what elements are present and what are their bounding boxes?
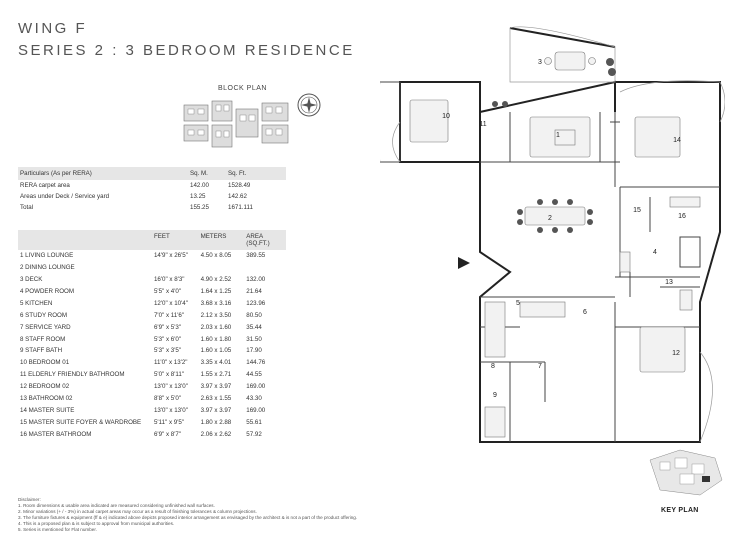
table-cell: 11'0" x 13'2" bbox=[153, 359, 188, 367]
table-row bbox=[18, 333, 286, 345]
header-sq-m: Sq. M. bbox=[190, 170, 208, 177]
table-cell bbox=[246, 264, 284, 271]
room-number-6: 6 bbox=[583, 309, 587, 316]
table-cell: 35.44 bbox=[246, 323, 262, 331]
key-plan-label: KEY PLAN bbox=[661, 507, 699, 514]
table-cell: 1.60 x 1.05 bbox=[200, 347, 232, 355]
table-cell: 8 STAFF ROOM bbox=[20, 335, 66, 343]
table-cell: 169.00 bbox=[246, 383, 266, 391]
compass-icon bbox=[296, 92, 322, 118]
table-cell: 31.50 bbox=[246, 335, 262, 343]
room-number-7: 7 bbox=[538, 363, 542, 370]
table-cell: 4 POWDER ROOM bbox=[20, 288, 74, 296]
room-number-13: 13 bbox=[665, 279, 673, 286]
table-cell: 169.00 bbox=[246, 406, 266, 414]
table-cell: 13.25 bbox=[190, 193, 206, 200]
table-cell: 5'5" x 4'0" bbox=[153, 288, 182, 296]
table-cell: 10 BEDROOM 01 bbox=[20, 359, 70, 367]
table-cell: 142.62 bbox=[228, 193, 247, 200]
table-cell: Total bbox=[20, 204, 34, 211]
table-row bbox=[18, 250, 286, 262]
room-table-header bbox=[18, 230, 286, 250]
room-number-9: 9 bbox=[493, 392, 497, 399]
table-row bbox=[18, 345, 286, 357]
header-meters: METERS bbox=[200, 233, 227, 240]
header-particulars: Particulars (As per RERA) bbox=[20, 170, 92, 177]
table-cell: 2 DINING LOUNGE bbox=[20, 264, 75, 272]
table-cell bbox=[201, 264, 247, 271]
table-cell: 5 KITCHEN bbox=[20, 299, 53, 307]
table-cell: 6'9" x 8'7" bbox=[153, 430, 182, 438]
table-cell: 1 LIVING LOUNGE bbox=[20, 252, 74, 260]
table-cell: 14'9" x 26'5" bbox=[153, 252, 188, 260]
room-number-5: 5 bbox=[516, 300, 520, 307]
disclaimer-heading: Disclaimer: bbox=[18, 497, 41, 502]
room-number-14: 14 bbox=[673, 137, 681, 144]
table-cell: 389.55 bbox=[246, 252, 266, 260]
table-cell: 132.00 bbox=[246, 276, 266, 284]
table-cell: 6 STUDY ROOM bbox=[20, 311, 67, 319]
table-row bbox=[18, 393, 286, 405]
header-room bbox=[20, 233, 154, 247]
table-cell: 80.50 bbox=[246, 311, 262, 319]
table-cell: 5'3" x 6'0" bbox=[153, 335, 182, 343]
disclaimer-line: 5. Series is mentioned for Flat number. bbox=[18, 527, 97, 532]
table-row bbox=[18, 262, 286, 274]
table-cell: 5'0" x 8'11" bbox=[153, 371, 185, 379]
table-row bbox=[18, 404, 286, 416]
header-sq-ft: Sq. Ft. bbox=[228, 170, 247, 177]
floor-plan bbox=[380, 22, 725, 447]
room-number-11: 11 bbox=[479, 121, 487, 128]
room-number-10: 10 bbox=[442, 113, 450, 120]
header-feet: FEET bbox=[153, 233, 170, 240]
table-cell: 1528.49 bbox=[228, 182, 251, 189]
table-cell: 3.68 x 3.16 bbox=[200, 299, 232, 307]
table-cell: 4.90 x 2.52 bbox=[200, 276, 232, 284]
table-row bbox=[18, 180, 286, 191]
room-number-4: 4 bbox=[653, 249, 657, 256]
table-cell: 15 MASTER SUITE FOYER & WARDROBE bbox=[20, 418, 142, 426]
rera-area-table bbox=[18, 167, 286, 213]
block-plan-diagram bbox=[178, 95, 296, 157]
table-row bbox=[18, 369, 286, 381]
table-cell: 3.35 x 4.01 bbox=[200, 359, 232, 367]
table-cell: 7 SERVICE YARD bbox=[20, 323, 71, 331]
rera-table-header bbox=[18, 167, 286, 180]
disclaimer-line: 3. The furniture fixtures & equipment (ff & e) indicated above depicts proposed interior arrangement as envisaged by the architect & is not a part of the product offering. bbox=[18, 515, 358, 520]
table-cell: 12'0" x 10'4" bbox=[153, 299, 188, 307]
table-row bbox=[18, 191, 286, 202]
table-row bbox=[18, 298, 286, 310]
table-cell: 55.61 bbox=[246, 418, 262, 426]
table-cell: 3.97 x 3.97 bbox=[200, 406, 232, 414]
table-cell: 2.06 x 2.62 bbox=[200, 430, 232, 438]
table-cell: 4.50 x 8.05 bbox=[200, 252, 232, 260]
table-row bbox=[18, 357, 286, 369]
room-number-15: 15 bbox=[633, 207, 641, 214]
table-cell: 13'0" x 13'0" bbox=[153, 383, 188, 391]
table-cell: Areas under Deck / Service yard bbox=[20, 193, 110, 200]
table-cell: 12 BEDROOM 02 bbox=[20, 383, 70, 391]
table-cell: 44.55 bbox=[246, 371, 262, 379]
table-cell bbox=[154, 264, 201, 271]
table-cell: 5'3" x 3'5" bbox=[153, 347, 182, 355]
table-cell: 17.90 bbox=[246, 347, 262, 355]
disclaimer-line: 2. Minor variations (+ / - 3%) in actual carpet areas may occur as a result of finishing tolerances & column projections. bbox=[18, 509, 257, 514]
table-cell: 123.96 bbox=[246, 299, 266, 307]
room-number-3: 3 bbox=[538, 59, 542, 66]
table-cell: 14 MASTER SUITE bbox=[20, 406, 75, 414]
key-plan-diagram bbox=[640, 440, 730, 500]
table-cell: 1.80 x 2.88 bbox=[200, 418, 232, 426]
table-cell: 21.64 bbox=[246, 288, 262, 296]
table-row bbox=[18, 428, 286, 440]
table-row bbox=[18, 416, 286, 428]
table-cell: RERA carpet area bbox=[20, 182, 70, 189]
table-cell: 1671.111 bbox=[228, 204, 253, 211]
table-cell: 144.76 bbox=[246, 359, 266, 367]
table-cell: 16 MASTER BATHROOM bbox=[20, 430, 92, 438]
table-cell: 43.30 bbox=[246, 394, 262, 402]
table-cell: 9 STAFF BATH bbox=[20, 347, 63, 355]
table-row bbox=[18, 202, 286, 213]
room-number-1: 1 bbox=[556, 132, 560, 139]
block-plan-label: BLOCK PLAN bbox=[218, 85, 267, 92]
table-cell: 13 BATHROOM 02 bbox=[20, 394, 73, 402]
room-dimensions-table bbox=[18, 230, 286, 440]
table-cell: 7'0" x 11'6" bbox=[153, 311, 185, 319]
table-row bbox=[18, 321, 286, 333]
table-cell: 13'0" x 13'0" bbox=[153, 406, 188, 414]
disclaimer-line: 1. Room dimensions & usable area indicated are measured considering unfinished wall surfaces. bbox=[18, 503, 215, 508]
entry-arrow-icon bbox=[458, 257, 470, 269]
title-line-1: WING F bbox=[18, 20, 88, 37]
table-cell: 155.25 bbox=[190, 204, 209, 211]
table-cell: 142.00 bbox=[190, 182, 209, 189]
disclaimer-line: 4. This is a proposed plan & is subject to approval from municipal authorities. bbox=[18, 521, 175, 526]
table-cell: 3 DECK bbox=[20, 276, 43, 284]
table-cell: 2.12 x 3.50 bbox=[200, 311, 232, 319]
table-cell: 1.64 x 1.25 bbox=[200, 288, 232, 296]
room-number-8: 8 bbox=[491, 363, 495, 370]
table-cell: 57.92 bbox=[246, 430, 262, 438]
table-cell: 11 ELDERLY FRIENDLY BATHROOM bbox=[20, 371, 125, 379]
room-number-12: 12 bbox=[672, 350, 680, 357]
table-cell: 5'11" x 9'5" bbox=[153, 418, 185, 426]
table-cell: 1.55 x 2.71 bbox=[200, 371, 232, 379]
header-area: AREA (SQ.FT.) bbox=[246, 233, 270, 247]
table-row bbox=[18, 309, 286, 321]
table-cell: 6'9" x 5'3" bbox=[153, 323, 182, 331]
table-cell: 16'0" x 8'3" bbox=[153, 276, 185, 284]
table-row bbox=[18, 286, 286, 298]
table-cell: 2.63 x 1.55 bbox=[200, 394, 232, 402]
table-cell: 8'8" x 5'0" bbox=[153, 394, 182, 402]
disclaimer bbox=[18, 497, 618, 533]
table-cell: 1.60 x 1.80 bbox=[200, 335, 232, 343]
room-number-16: 16 bbox=[678, 213, 686, 220]
table-row bbox=[18, 381, 286, 393]
table-cell: 2.03 x 1.60 bbox=[200, 323, 232, 331]
table-cell: 3.97 x 3.97 bbox=[200, 383, 232, 391]
table-row bbox=[18, 274, 286, 286]
title-line-2: SERIES 2 : 3 BEDROOM RESIDENCE bbox=[18, 42, 355, 59]
room-number-2: 2 bbox=[548, 215, 552, 222]
